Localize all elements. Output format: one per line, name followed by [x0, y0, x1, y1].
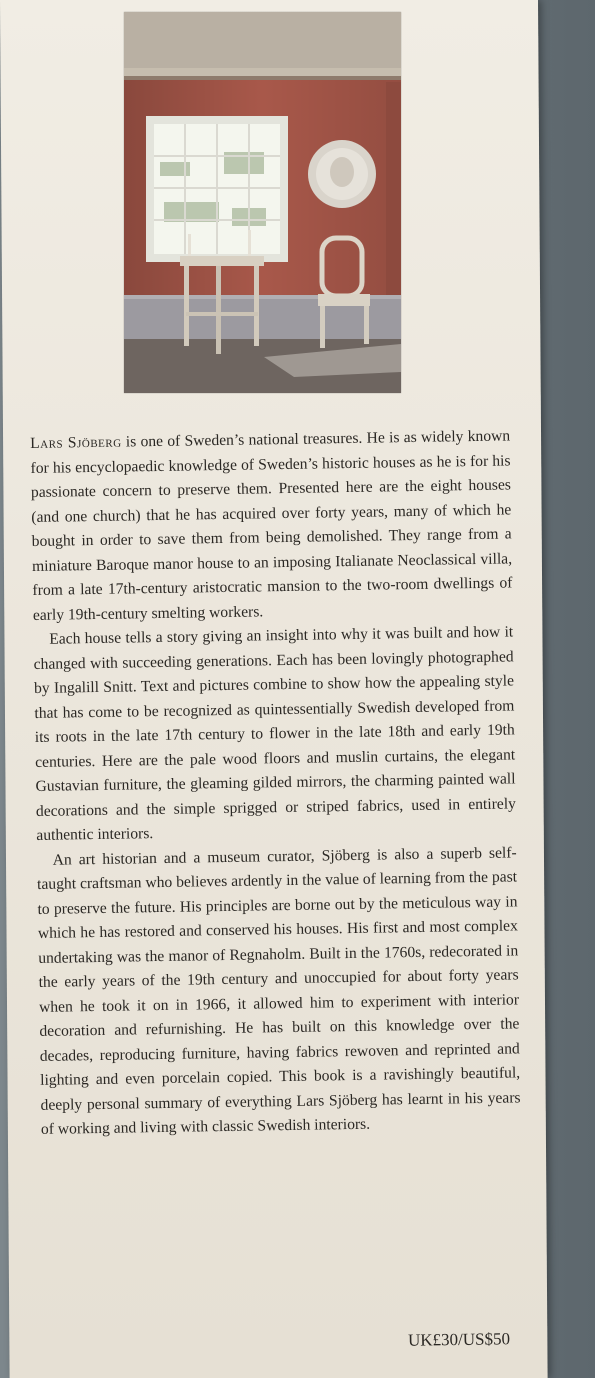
candlestick-left — [188, 234, 191, 256]
blurb-paragraph-1: Lars Sjöberg is one of Sweden’s national treasures. He is as widely known for his encyclopaedic knowledge of Sweden’s historic houses as he is for his passionate concern to preserve them. Presented here are the eight houses (and one church) that he has acquired over forty years, many of which he bought in order to save them from being demolished. They range from a miniature Baroque manor house to an imposing Italianate Neoclassical villa, from a late 17th-century aristocratic mansion to the two-room dwellings of early 19th-century smelting workers. — [30, 427, 513, 624]
blurb-paragraph-3: An art historian and a museum curator, Sjöberg is also a superb self-taught craftsman who believes ardently in the value of learning from the past to preserve the future. His principles are borne out by the meticulous way in which he has restored and conserved his houses. His first and most complex undertaking was the manor of Regnaholm. Built in the 1760s, redecorated in the early years of the 19th century and unoccupied for about forty years when he took it on in 1966, it allowed him to experiment with interior decoration and refurnishing. He has built on this knowledge over the decades, reproducing furniture, having fabrics rewoven and reprinted and lighting and even porcelain copied. This book is a ravishingly beautiful, deeply personal summary of everything Lars Sjöberg has learnt in his years of working and living with classic Swedish interiors. — [36, 843, 521, 1138]
chair-seat — [318, 294, 370, 306]
cover-photo — [124, 12, 401, 393]
blurb-paragraph-2: Each house tells a story giving an insight into why it was built and how it changed with succeeding generations. Each has been lovingly photographed by Ingalill Snitt. Text and pictures combine to show how the appealing style that has come to be recognized as quintessentially Swedish developed from its roots in the late 17th century to flower in the late 18th and early 19th centuries. Here are the pale wood floors and muslin curtains, the elegant Gustavian furniture, the gleaming gilded mirrors, the charming painted wall decorations and the simple sprigged or striped fabrics, used in entirely authentic interiors. — [33, 623, 517, 844]
table-top — [180, 256, 264, 266]
price-label: UK£30/US$50 — [407, 1329, 511, 1350]
ceiling — [124, 12, 401, 74]
interior-photo-icon — [124, 12, 401, 393]
candlestick-right — [248, 230, 251, 256]
blurb-text — [30, 424, 521, 1142]
author-name: Lars Sjöberg — [30, 433, 122, 452]
